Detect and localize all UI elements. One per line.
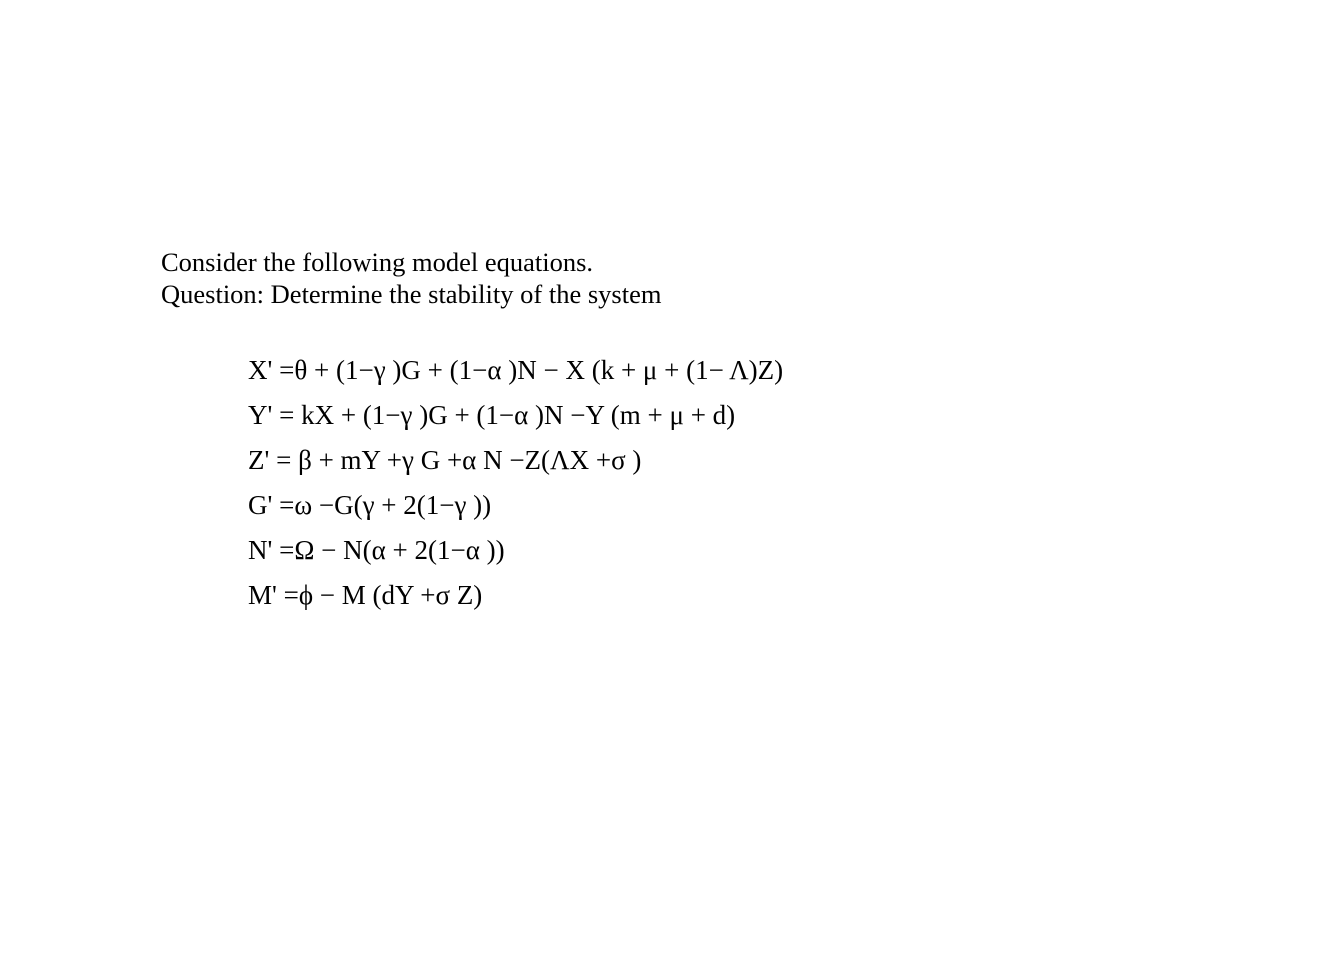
- document-body: [161, 246, 1261, 310]
- equation-m: M' =ϕ − M (dY +σ Z): [248, 580, 483, 610]
- intro-line-1: Consider the following model equations.: [161, 247, 594, 277]
- equation-y: Y' = kX + (1−γ )G + (1−α )N −Y (m + μ + d): [248, 400, 736, 430]
- equation-x: X' =θ + (1−γ )G + (1−α )N − X (k + μ + (1− Λ)Z): [248, 355, 784, 385]
- equation-n: N' =Ω − N(α + 2(1−α )): [248, 535, 505, 565]
- question-line: Question: Determine the stability of the system: [161, 279, 662, 309]
- equation-z: Z' = β + mY +γ G +α N −Z(ΛX +σ ): [248, 445, 642, 475]
- equation-g: G' =ω −G(γ + 2(1−γ )): [248, 490, 492, 520]
- equation-list: [248, 351, 1248, 621]
